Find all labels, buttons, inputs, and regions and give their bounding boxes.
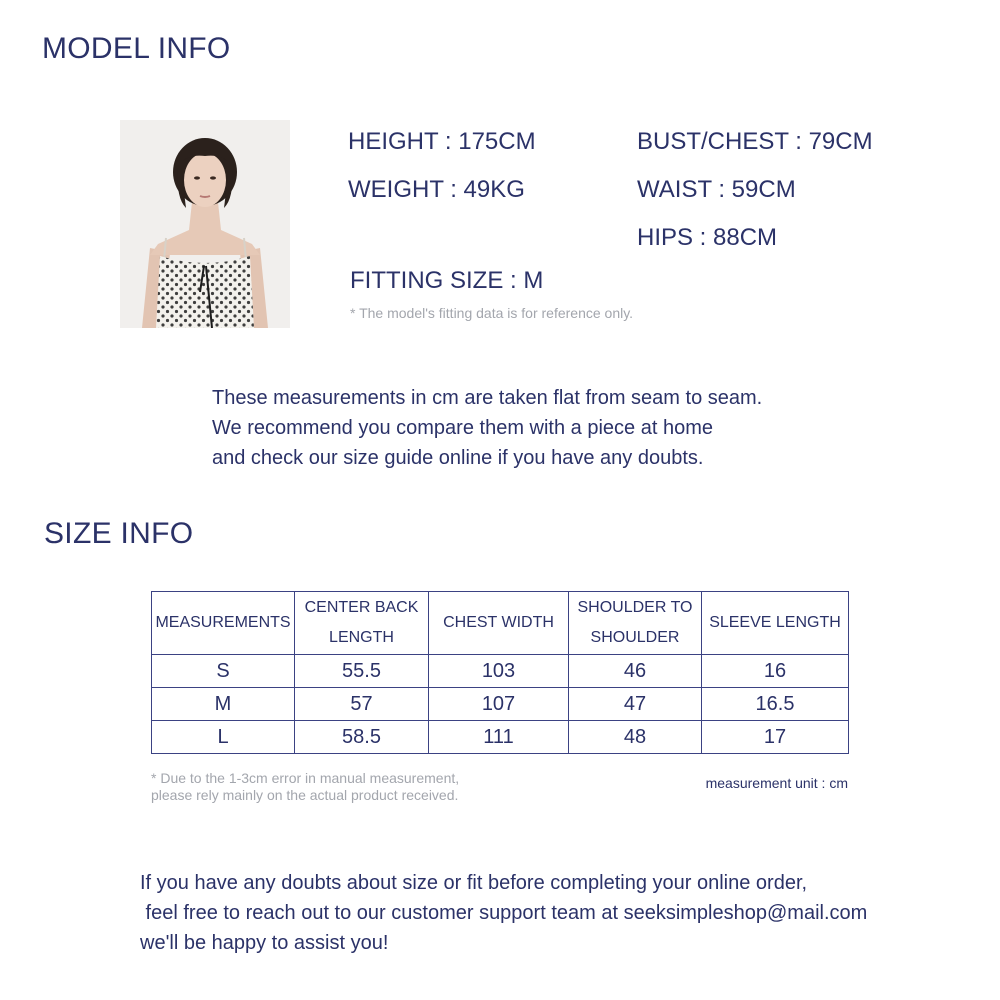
size-label: M	[152, 688, 295, 721]
header-chest-width: CHEST WIDTH	[429, 592, 569, 655]
header-sleeve-length: SLEEVE LENGTH	[702, 592, 849, 655]
model-illustration	[120, 120, 290, 328]
intro-line: These measurements in cm are taken flat from seam to seam.	[212, 387, 763, 409]
measurement-intro	[212, 383, 762, 473]
table-row	[152, 721, 849, 754]
model-data-note: * The model's fitting data is for reference only.	[350, 305, 634, 321]
note-line: * Due to the 1-3cm error in manual measurement,	[151, 770, 460, 786]
size-info-title: SIZE INFO	[44, 517, 194, 550]
table-cell: 58.5	[295, 721, 429, 754]
intro-line: We recommend you compare them with a piece at home	[212, 417, 713, 439]
table-cell: 55.5	[295, 655, 429, 688]
size-label: S	[152, 655, 295, 688]
table-cell: 111	[429, 721, 569, 754]
table-cell: 48	[569, 721, 702, 754]
hips-stat: HIPS : 88CM	[637, 224, 778, 251]
table-row	[152, 655, 849, 688]
table-cell: 47	[569, 688, 702, 721]
size-table-header-row	[152, 592, 849, 655]
table-cell: 16.5	[702, 688, 849, 721]
measurement-error-note	[151, 770, 459, 804]
size-label: L	[152, 721, 295, 754]
measurement-unit: measurement unit : cm	[705, 775, 848, 791]
table-cell: 107	[429, 688, 569, 721]
table-cell: 46	[569, 655, 702, 688]
table-cell: 57	[295, 688, 429, 721]
table-cell: 17	[702, 721, 849, 754]
header-center-back-length: CENTER BACK LENGTH	[295, 592, 429, 655]
model-photo	[120, 120, 290, 328]
contact-line: feel free to reach out to our customer support team at seeksimpleshop@mail.com	[140, 902, 868, 924]
contact-message	[140, 868, 867, 958]
contact-line: If you have any doubts about size or fit before completing your online order,	[140, 872, 808, 894]
size-table	[151, 591, 849, 754]
table-cell: 16	[702, 655, 849, 688]
intro-line: and check our size guide online if you have any doubts.	[212, 447, 704, 469]
weight-stat: WEIGHT : 49KG	[348, 176, 525, 203]
header-shoulder-to-shoulder: SHOULDER TO SHOULDER	[569, 592, 702, 655]
waist-stat: WAIST : 59CM	[637, 176, 796, 203]
model-info-title: MODEL INFO	[42, 32, 231, 65]
contact-line: we'll be happy to assist you!	[140, 932, 389, 954]
table-cell: 103	[429, 655, 569, 688]
bust-chest-stat: BUST/CHEST : 79CM	[637, 128, 873, 155]
fitting-size-stat: FITTING SIZE : M	[350, 267, 544, 294]
header-measurements: MEASUREMENTS	[152, 592, 295, 655]
table-row	[152, 688, 849, 721]
note-line: please rely mainly on the actual product received.	[151, 787, 459, 803]
height-stat: HEIGHT : 175CM	[348, 128, 536, 155]
